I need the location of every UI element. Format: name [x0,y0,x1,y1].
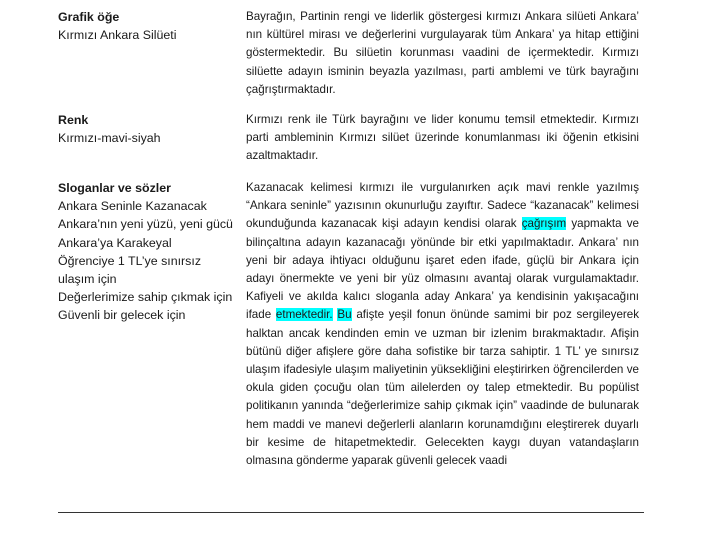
row-title: Sloganlar ve sözler [58,181,171,195]
slogan-item: Ankara’ya Karakeyal [58,235,172,250]
highlighted-word: çağrışım [521,217,567,231]
description-text: Kazanacak kelimesi kırmızı ile vurgulanırken açık mavi renkle yazılmış “Ankara seninle” yazısının okunurluğu zayıftır. Sadece “kazanacak” kelimesi okunduğunda kazanacak kişi adayın kendisi olarak [246,181,639,231]
row-subtitle: Kırmızı Ankara Silüeti [58,28,177,43]
row-subtitle: Kırmızı-mavi-siyah [58,131,161,146]
row-description: Bayrağın, Partinin rengi ve liderlik göstergesi kırmızı Ankara silüeti Ankara’ nın kültürel mirası ve değerlerini vurgulayarak tüm Ankara’ ya hitap ettiğini göstermektedir. Bu silüetin korunması vaadini de içermektedir. Kırmızı silüette adayın isminin beyazla yazılması, parti amblemi ve türk bayrağını çağrıştırmaktadır. [246,10,639,96]
slogan-item: Ankara’nın yeni yüzü, yeni gücü [58,217,233,232]
slogan-item: Değerlerimize sahip çıkmak için [58,290,233,305]
row-label [58,179,238,325]
slogan-item: Öğrenciye 1 TL’ye sınırsız ulaşım için [58,253,202,287]
description-text: yapmakta ve bilinçaltına adayın kazanacağı yönünde bir etki yapılmaktadır. Ankara’ nın yeni bir adaya ihtiyacı olduğunu işaret eden ifade, güçlü bir Ankara için adayı önermekte ve yeni bir yüz olmasını avantaj olarak vurgulamaktadır. Kafiyeli ve akılda kalıcı sloganla aday Ankara’ ya kendisinin yakışacağını ifade [246,217,639,322]
row-label [58,8,238,44]
description-text: afişte yeşil fonun önünde samimi bir poz sergileyerek halktan ancak kendinden emin ve uzman bir izlenim bırakmaktadır. Afişin bütünü diğer afişlere göre daha sofistike bir tarza sahiptir. 1 TL’ ye sınırsız ulaşım ifadesiyle ulaşım maliyetinin yüksekliğini eleştirirken öğrencilerden ve okula giden çocuğu olan tüm ailelerden oy talep etmektedir. Bu popülist politikanın yanında “değerlerimize sahip çıkmak için” vaadinde de bulunarak hem maddi ve manevi değerlerli alanların korunamdığını eleştirerek duyarlı bir kesime de hitapetmektedir. Gelecekten kaygı duyan vatandaşların olmasına gönderme yaparak güvenli gelecek vaadi [246,308,639,468]
row-description [246,179,639,470]
table-bottom-border [58,512,644,513]
row-description: Kırmızı renk ile Türk bayrağını ve lider konumu temsil etmektedir. Kırmızı parti ambleminin Kırmızı silüet üzerinde konumlanması iki öğenin etkisini azaltmaktadır. [246,113,639,163]
highlighted-word: Bu [337,308,352,322]
slogan-item: Ankara Seninle Kazanacak [58,199,207,214]
row-label [58,111,238,147]
slogan-item: Güvenli bir gelecek için [58,308,186,323]
highlighted-word: etmektedir. [275,308,333,322]
row-title: Renk [58,113,89,127]
row-title: Grafik öğe [58,10,120,24]
